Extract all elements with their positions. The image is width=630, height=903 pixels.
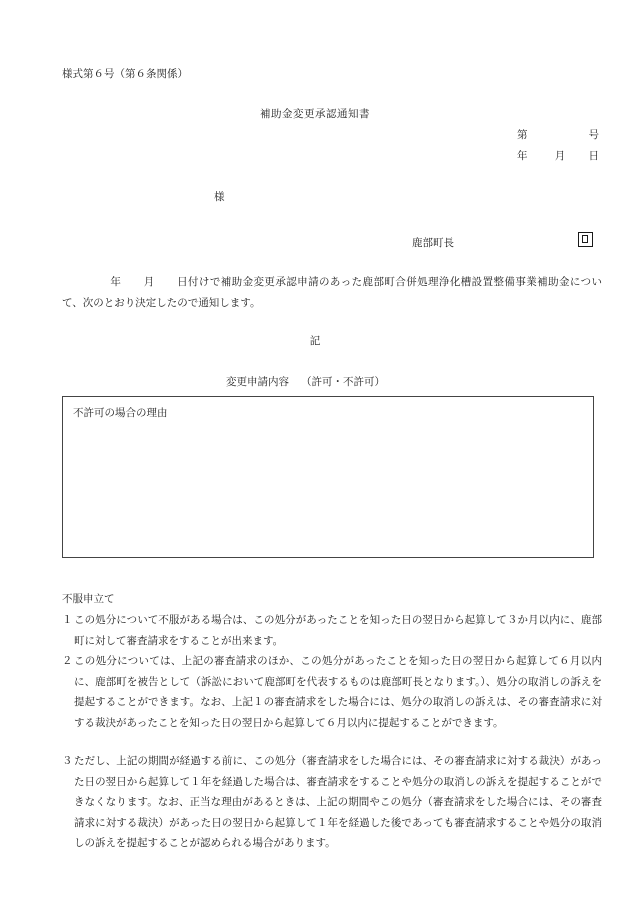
- body-text: 日付けで補助金変更承認申請のあった鹿部町合併処理浄化槽設置整備事業補助金について、次のとおり決定したので通知します。: [62, 276, 603, 309]
- sender-title: 鹿部町長: [412, 237, 454, 249]
- body-month: 月: [143, 276, 155, 288]
- appeal-title: 不服申立て: [62, 593, 115, 605]
- change-content-line: [226, 374, 385, 389]
- form-number: 様式第６号（第６条関係）: [62, 68, 188, 80]
- appeal-item-text: ただし、上記の期間が経過する前に、この処分（審査請求をした場合には、その審査請求に対する裁決）があった日の翌日から起算して１年を経過した場合は、審査請求をすることや処分の取消しの訴えを提起することができなくなります。なお、正当な理由があるときは、上記の期間やこの処分（審査請求をした場合には、その審査請求に対する裁決）があった日の翌日から起算して１年を経過した後であっても審査請求することや処分の取消しの訴えを提起することが認められる場合があります。: [74, 755, 602, 849]
- document-number-row: [517, 127, 599, 142]
- reason-box: [62, 396, 594, 558]
- appeal-item-number: ２: [62, 655, 73, 667]
- appeal-item: [62, 610, 602, 651]
- change-label: 変更申請内容: [226, 376, 289, 388]
- appeal-item-text: この処分については、上記の審査請求のほか、この処分があったことを知った日の翌日から起算して６月以内に、鹿部町を被告として（訴訟において鹿部町を代表するものは鹿部町長となります。）、処分の取消しの訴えを提起することができます。なお、上記１の審査請求をした場合には、処分の取消しの訴えは、その審査請求に対する裁決があったことを知った日の翌日から起算して６月以内に提起することができます。: [74, 655, 602, 729]
- appeal-item: [62, 751, 602, 854]
- seal-icon: [578, 232, 593, 247]
- recipient-honorific: 様: [214, 191, 225, 203]
- appeal-item-text: この処分について不服がある場合は、この処分があったことを知った日の翌日から起算して３か月以内に、鹿部町に対して審査請求をすることが出来ます。: [74, 614, 602, 647]
- number-prefix: 第: [517, 129, 528, 141]
- number-suffix: 号: [588, 129, 599, 141]
- appeal-item-number: ３: [62, 755, 73, 767]
- appeal-item-number: １: [62, 614, 73, 626]
- appeal-item: [62, 651, 602, 733]
- document-date-row: [517, 148, 599, 163]
- date-month: 月: [554, 150, 566, 162]
- body-year: 年: [110, 276, 122, 288]
- date-day: 日: [588, 150, 599, 162]
- date-year: 年: [517, 150, 528, 162]
- ki-heading: 記: [309, 335, 321, 347]
- change-options: （許可・不許可）: [301, 376, 385, 388]
- document-title: 補助金変更承認通知書: [260, 108, 370, 120]
- reason-label: 不許可の場合の理由: [73, 407, 168, 419]
- notice-body: [62, 272, 602, 314]
